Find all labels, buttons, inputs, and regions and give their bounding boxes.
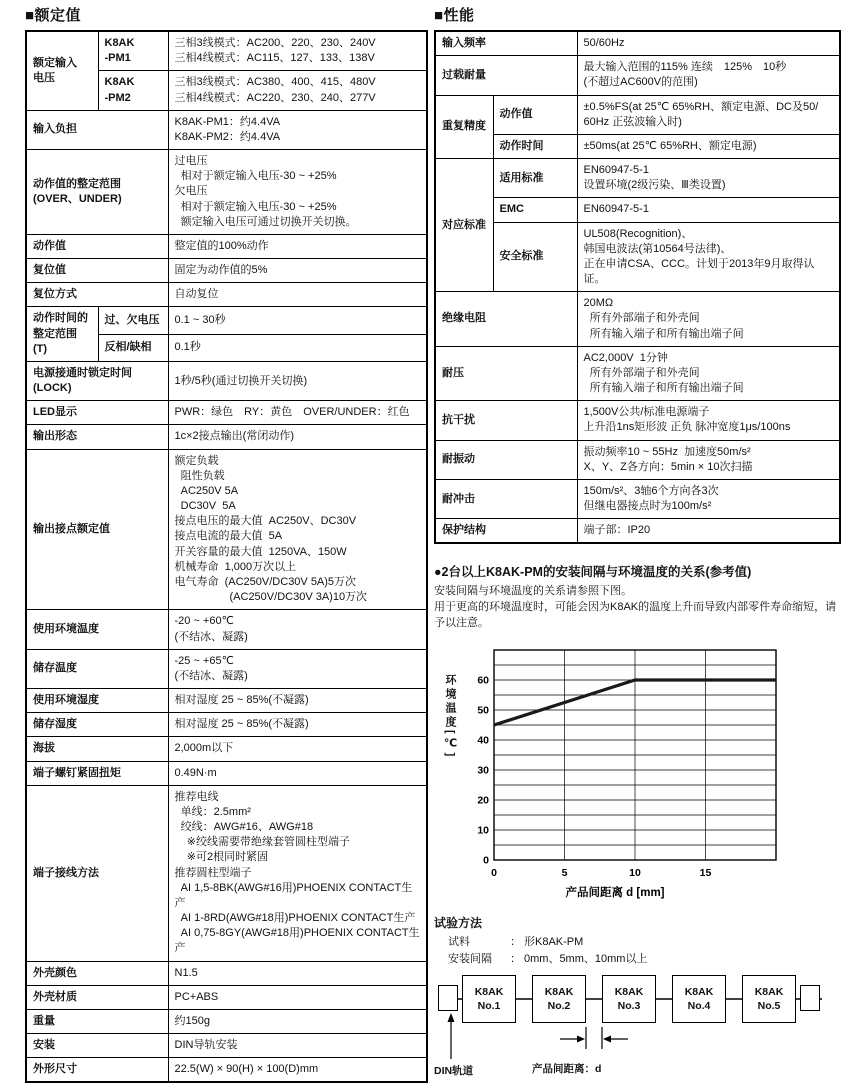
spec-value: 振动频率10 ~ 55Hz 加速度50m/s² X、Y、Z各方向：5min × 10次扫描 <box>577 440 840 479</box>
x-tick-label: 10 <box>629 867 641 880</box>
spec-value: 0.1 ~ 30秒 <box>168 307 427 334</box>
spec-row <box>26 761 427 785</box>
spec-label: 动作值 <box>26 234 168 258</box>
spec-label: 动作值的整定范围 (OVER、UNDER) <box>26 150 168 235</box>
spec-row <box>435 159 840 198</box>
spec-sublabel: 动作值 <box>493 95 577 134</box>
spec-sublabel: K8AK -PM2 <box>98 71 168 110</box>
spec-value: 0.1秒 <box>168 334 427 361</box>
spacing-section-title: ●2台以上K8AK-PM的安装间隔与环境温度的关系(参考值) <box>434 565 752 580</box>
spec-label: 绝缘电阻 <box>435 292 577 347</box>
spec-value: 1秒/5秒(通过切换开关切换) <box>168 361 427 400</box>
spec-label: 过载耐量 <box>435 56 577 95</box>
test-method-value: 0mm、5mm、10mm以上 <box>524 952 648 965</box>
spec-row <box>26 401 427 425</box>
spec-label: 端子螺钉紧固扭矩 <box>26 761 168 785</box>
spec-value: ±50ms(at 25℃ 65%RH、额定电源) <box>577 134 840 158</box>
test-method-separator: ： <box>510 936 521 949</box>
spec-row <box>435 479 840 518</box>
y-tick-label: 40 <box>477 734 489 747</box>
k8ak-unit-box <box>602 975 656 1023</box>
spec-sublabel: EMC <box>493 198 577 222</box>
rated-values-table <box>25 30 428 1083</box>
spec-row <box>435 56 840 95</box>
x-axis-label: 产品间距离 d [mm] <box>565 887 665 900</box>
product-distance-label: 产品间距离：d <box>532 1063 602 1076</box>
spacing-section <box>434 562 839 1079</box>
spec-label: 耐振动 <box>435 440 577 479</box>
spec-value: 额定负载 阻性负载 AC250V 5A DC30V 5A 接点电压的最大值 AC250V、DC30V 接点电流的最大值 5A 开关容量的最大值 1250VA、150W 机械寿命 1,000万次以上 电气寿命 (AC250V/DC30V 5A)5万次 (AC250V/DC30V 3A)10万次 <box>168 449 427 610</box>
test-method-item <box>434 934 839 951</box>
spec-row <box>435 440 840 479</box>
spec-value: UL508(Recognition)、 韩国电波法(第10564号法律)、 正在申请CSA、CCC。计划于2013年9月取得认证。 <box>577 222 840 292</box>
spec-sublabel: 适用标准 <box>493 159 577 198</box>
test-method-value: 形K8AK-PM <box>524 936 584 949</box>
spec-row <box>435 292 840 347</box>
spec-value: 整定值的100%动作 <box>168 234 427 258</box>
k8ak-unit-box <box>532 975 586 1023</box>
spec-label: 动作时间的 整定范围 (T) <box>26 307 98 362</box>
spec-value: N1.5 <box>168 961 427 985</box>
k8ak-unit-box <box>672 975 726 1023</box>
spec-row <box>26 689 427 713</box>
rail-end-left <box>438 985 458 1011</box>
spec-row <box>435 198 840 222</box>
k8ak-unit-box <box>462 975 516 1023</box>
spec-row <box>26 737 427 761</box>
spec-row <box>26 785 427 961</box>
k8ak-unit-row <box>462 975 796 1023</box>
unit-number-label: No.4 <box>687 1000 711 1013</box>
spec-row <box>26 713 427 737</box>
spec-value: EN60947-5-1 <box>577 198 840 222</box>
spec-label: 储存温度 <box>26 649 168 688</box>
spacing-temperature-chart <box>460 642 790 906</box>
spec-label: 复位方式 <box>26 283 168 307</box>
spec-value: 三相3线模式：AC380、400、415、480V 三相4线模式：AC220、230、240、277V <box>168 71 427 110</box>
spec-label: 外壳材质 <box>26 985 168 1009</box>
spec-value: PC+ABS <box>168 985 427 1009</box>
spec-value: EN60947-5-1 设置环境(2级污染、Ⅲ类设置) <box>577 159 840 198</box>
spec-row <box>26 259 427 283</box>
test-method-item <box>434 951 839 968</box>
spec-row <box>26 961 427 985</box>
spec-label: LED显示 <box>26 401 168 425</box>
spec-row <box>26 234 427 258</box>
spec-row <box>26 1058 427 1083</box>
spec-label: 海拔 <box>26 737 168 761</box>
din-rail-diagram <box>434 973 826 1079</box>
spec-value: 20MΩ 所有外部端子和外壳间 所有输入端子和所有输出端子间 <box>577 292 840 347</box>
spec-label: 使用环境湿度 <box>26 689 168 713</box>
spec-value: K8AK-PM1：约4.4VA K8AK-PM2：约4.4VA <box>168 110 427 149</box>
spec-label: 对应标准 <box>435 159 493 292</box>
spec-row <box>26 1034 427 1058</box>
x-tick-label: 0 <box>491 867 497 880</box>
spec-label: 安装 <box>26 1034 168 1058</box>
spec-label: 使用环境温度 <box>26 610 168 649</box>
spec-sublabel: 动作时间 <box>493 134 577 158</box>
spec-row <box>26 110 427 149</box>
din-rail-label: DIN轨道 <box>434 1065 474 1078</box>
spec-label: 输入频率 <box>435 31 577 56</box>
spec-label: 保护结构 <box>435 519 577 544</box>
spec-value: 0.49N·m <box>168 761 427 785</box>
y-tick-label: 60 <box>477 674 489 687</box>
spec-sublabel: 过、欠电压 <box>98 307 168 334</box>
spec-label: 耐冲击 <box>435 479 577 518</box>
spec-label: 外壳颜色 <box>26 961 168 985</box>
unit-number-label: No.2 <box>547 1000 571 1013</box>
spec-row <box>26 425 427 449</box>
unit-model-label: K8AK <box>544 986 574 999</box>
spec-value: 相对湿度 25 ~ 85%(不凝露) <box>168 713 427 737</box>
spec-label: 重量 <box>26 1009 168 1033</box>
y-tick-label: 10 <box>477 824 489 837</box>
spec-value: PWR：绿色 RY：黄色 OVER/UNDER：红色 <box>168 401 427 425</box>
spec-row <box>435 346 840 401</box>
spec-value: 50/60Hz <box>577 31 840 56</box>
spec-label: 耐压 <box>435 346 577 401</box>
spec-label: 输入负担 <box>26 110 168 149</box>
spec-value: DIN导轨安装 <box>168 1034 427 1058</box>
spec-value: 相对湿度 25 ~ 85%(不凝露) <box>168 689 427 713</box>
spacing-section-body: 安装间隔与环境温度的关系请参照下图。 用于更高的环境温度时，可能会因为K8AK的温度上升而导致内部零件寿命缩短，请予以注意。 <box>434 585 837 630</box>
spec-row <box>26 649 427 688</box>
spec-value: 22.5(W) × 90(H) × 100(D)mm <box>168 1058 427 1083</box>
unit-model-label: K8AK <box>754 986 784 999</box>
spec-row <box>26 283 427 307</box>
unit-number-label: No.3 <box>617 1000 641 1013</box>
chart-y-axis-label: 环境温度[℃] <box>444 674 456 760</box>
spec-value: -25 ~ +65℃ (不结冰、凝露) <box>168 649 427 688</box>
spec-label: 额定输入 电压 <box>26 31 98 110</box>
spec-label: 重复精度 <box>435 95 493 159</box>
spec-label: 储存湿度 <box>26 713 168 737</box>
spec-value: 约150g <box>168 1009 427 1033</box>
spec-value: ±0.5%FS(at 25℃ 65%RH、额定电源、DC及50/ 60Hz 正弦波输入时) <box>577 95 840 134</box>
spec-value: 自动复位 <box>168 283 427 307</box>
spec-value: 1,500V公共/标准电源端子 上升沿1ns矩形波 正负 脉冲宽度1μs/100ns <box>577 401 840 440</box>
spec-value: AC2,000V 1分钟 所有外部端子和外壳间 所有输入端子和所有输出端子间 <box>577 346 840 401</box>
test-method-block <box>434 914 839 1079</box>
test-method-separator: ： <box>510 952 521 965</box>
rated-section-title: ■额定值 <box>25 7 82 24</box>
x-tick-label: 5 <box>561 867 568 880</box>
spec-value: 三相3线模式：AC200、220、230、240V 三相4线模式：AC115、127、133、138V <box>168 31 427 71</box>
spec-value: 2,000m以下 <box>168 737 427 761</box>
y-tick-label: 0 <box>483 854 489 867</box>
spec-row <box>26 150 427 235</box>
spec-value: 端子部：IP20 <box>577 519 840 544</box>
spec-value: 150m/s²、3轴6个方向各3次 但继电器接点时为100m/s² <box>577 479 840 518</box>
spec-label: 输出形态 <box>26 425 168 449</box>
spec-value: 1c×2接点输出(常闭动作) <box>168 425 427 449</box>
spec-row <box>26 985 427 1009</box>
spec-label: 端子接线方法 <box>26 785 168 961</box>
rated-values-column <box>25 4 426 1083</box>
spec-sublabel: K8AK -PM1 <box>98 31 168 71</box>
test-method-term: 安装间隔 <box>448 952 492 965</box>
spec-row <box>435 95 840 134</box>
performance-table <box>434 30 841 544</box>
spec-row <box>26 31 427 71</box>
y-tick-label: 20 <box>477 794 489 807</box>
spec-row <box>26 307 427 334</box>
spec-row <box>435 222 840 292</box>
rail-end-right <box>800 985 820 1011</box>
y-tick-label: 30 <box>477 764 489 777</box>
spec-label: 外形尺寸 <box>26 1058 168 1083</box>
spacing-chart-wrap <box>442 642 839 906</box>
test-method-term: 试料 <box>448 936 470 949</box>
spec-sublabel: 反相/缺相 <box>98 334 168 361</box>
spec-label: 输出接点额定值 <box>26 449 168 610</box>
spec-row <box>435 31 840 56</box>
performance-section-title: ■性能 <box>434 7 475 24</box>
spec-value: -20 ~ +60℃ (不结冰、凝露) <box>168 610 427 649</box>
unit-model-label: K8AK <box>614 986 644 999</box>
spec-value: 最大输入范围的115% 连续 125% 10秒 (不超过AC600V的范围) <box>577 56 840 95</box>
spec-row <box>435 401 840 440</box>
spec-label: 电源接通时锁定时间 (LOCK) <box>26 361 168 400</box>
unit-model-label: K8AK <box>474 986 504 999</box>
spec-row <box>26 1009 427 1033</box>
spec-row <box>435 519 840 544</box>
k8ak-unit-box <box>742 975 796 1023</box>
y-tick-label: 50 <box>477 704 489 717</box>
spec-row <box>26 449 427 610</box>
performance-column <box>434 4 839 1079</box>
spec-label: 复位值 <box>26 259 168 283</box>
spec-value: 推荐电线 单线：2.5mm² 绞线：AWG#16、AWG#18 ※绞线需要带绝缘套管圆柱型端子 ※可2根同时紧固 推荐圆柱型端子 AI 1,5-8BK(AWG#16用)PHOENIX CONTACT生产 AI 1-8RD(AWG#18用)PHOENIX CONTACT生产 AI 0,75-8GY(AWG#18用)PHOENIX CONTACT生产 <box>168 785 427 961</box>
spec-row <box>26 361 427 400</box>
spec-sublabel: 安全标准 <box>493 222 577 292</box>
spec-row <box>26 610 427 649</box>
spec-label: 抗干扰 <box>435 401 577 440</box>
unit-number-label: No.1 <box>477 1000 501 1013</box>
unit-model-label: K8AK <box>684 986 714 999</box>
spec-row <box>435 134 840 158</box>
spec-value: 过电压 相对于额定输入电压-30 ~ +25% 欠电压 相对于额定输入电压-30 ~ +25% 额定输入电压可通过切换开关切换。 <box>168 150 427 235</box>
x-tick-label: 15 <box>699 867 712 880</box>
unit-number-label: No.5 <box>757 1000 781 1013</box>
spec-value: 固定为动作值的5% <box>168 259 427 283</box>
test-method-heading: 试验方法 <box>434 916 483 931</box>
